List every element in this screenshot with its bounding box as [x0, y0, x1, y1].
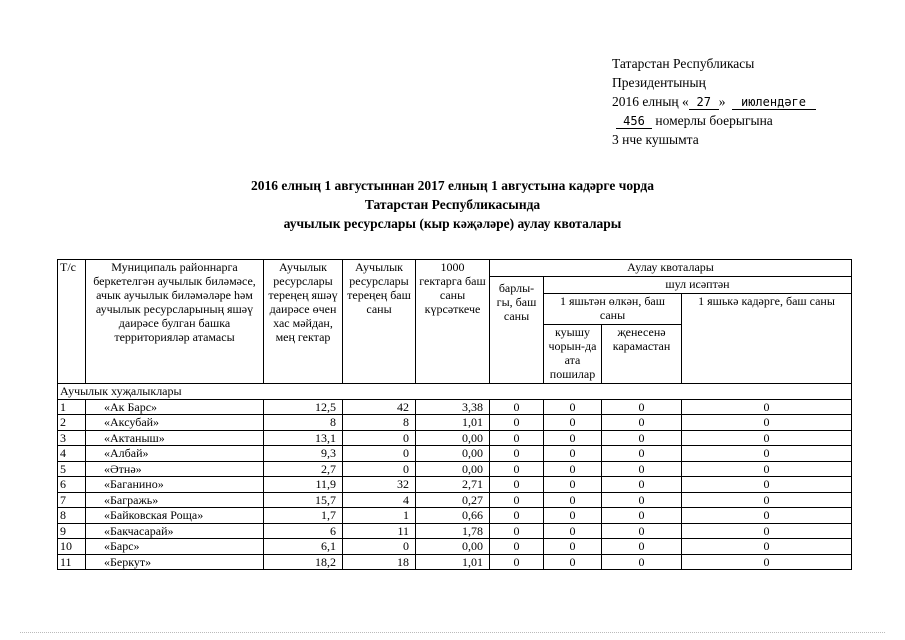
- table-row: [58, 477, 852, 493]
- row-total: 0: [490, 430, 544, 446]
- row-density: 0,00: [416, 539, 490, 555]
- row-name: «Албай»: [86, 446, 264, 462]
- row-total: 0: [490, 415, 544, 431]
- reference-date-prefix: 2016 елның «: [612, 94, 689, 109]
- reference-line-2: Президентының: [612, 75, 706, 90]
- row-area: 18,2: [264, 554, 343, 570]
- row-density: 3,38: [416, 399, 490, 415]
- header-num: Т/с: [58, 260, 86, 384]
- row-number: 6: [58, 477, 86, 493]
- row-total: 0: [490, 508, 544, 524]
- reference-month: июлендәге: [732, 95, 816, 110]
- row-name: «Актаныш»: [86, 430, 264, 446]
- reference-line-5: 3 нче кушымта: [612, 132, 699, 147]
- row-males: 0: [544, 461, 602, 477]
- header-males: куышу чорын-да ата пошилар: [544, 325, 602, 384]
- row-density: 0,00: [416, 430, 490, 446]
- row-name: «Баганино»: [86, 477, 264, 493]
- row-number: 5: [58, 461, 86, 477]
- row-males: 0: [544, 492, 602, 508]
- row-number: 10: [58, 539, 86, 555]
- header-count: Аучылык ресурслары тереңең баш саны: [343, 260, 416, 384]
- row-under-1-year: 0: [682, 415, 852, 431]
- row-under-1-year: 0: [682, 477, 852, 493]
- row-count: 0: [343, 446, 416, 462]
- row-count: 18: [343, 554, 416, 570]
- row-males: 0: [544, 523, 602, 539]
- row-total: 0: [490, 523, 544, 539]
- table-row: [58, 523, 852, 539]
- table-row: [58, 508, 852, 524]
- row-number: 2: [58, 415, 86, 431]
- row-regardless-of-sex: 0: [602, 554, 682, 570]
- row-name: «Бакчасарай»: [86, 523, 264, 539]
- table-row: [58, 446, 852, 462]
- row-count: 4: [343, 492, 416, 508]
- table-row: [58, 539, 852, 555]
- header-regardless-of-sex: җенесенә карамастан: [602, 325, 682, 384]
- reference-day: 27: [689, 95, 719, 110]
- row-area: 2,7: [264, 461, 343, 477]
- row-count: 8: [343, 415, 416, 431]
- row-males: 0: [544, 415, 602, 431]
- row-name: «Ак Барс»: [86, 399, 264, 415]
- row-area: 12,5: [264, 399, 343, 415]
- row-regardless-of-sex: 0: [602, 539, 682, 555]
- row-under-1-year: 0: [682, 430, 852, 446]
- row-name: «Әтнә»: [86, 461, 264, 477]
- row-males: 0: [544, 508, 602, 524]
- row-area: 6,1: [264, 539, 343, 555]
- row-total: 0: [490, 539, 544, 555]
- section-row: [58, 384, 852, 400]
- row-regardless-of-sex: 0: [602, 399, 682, 415]
- row-density: 0,00: [416, 446, 490, 462]
- table-row: [58, 492, 852, 508]
- row-males: 0: [544, 446, 602, 462]
- row-total: 0: [490, 492, 544, 508]
- row-under-1-year: 0: [682, 399, 852, 415]
- row-total: 0: [490, 554, 544, 570]
- table-row: [58, 399, 852, 415]
- row-number: 7: [58, 492, 86, 508]
- section-label: Аучылык хуҗалыклары: [58, 384, 852, 400]
- document-title: [0, 176, 905, 233]
- row-area: 11,9: [264, 477, 343, 493]
- row-regardless-of-sex: 0: [602, 523, 682, 539]
- table-row: [58, 415, 852, 431]
- row-number: 1: [58, 399, 86, 415]
- row-density: 2,71: [416, 477, 490, 493]
- bottom-scan-edge: [20, 632, 885, 633]
- row-regardless-of-sex: 0: [602, 446, 682, 462]
- row-area: 6: [264, 523, 343, 539]
- row-males: 0: [544, 539, 602, 555]
- row-density: 0,66: [416, 508, 490, 524]
- reference-date-mid: »: [718, 94, 726, 109]
- row-density: 0,00: [416, 461, 490, 477]
- row-under-1-year: 0: [682, 461, 852, 477]
- row-males: 0: [544, 477, 602, 493]
- row-regardless-of-sex: 0: [602, 477, 682, 493]
- row-count: 0: [343, 539, 416, 555]
- row-count: 0: [343, 430, 416, 446]
- row-under-1-year: 0: [682, 554, 852, 570]
- row-name: «Багражь»: [86, 492, 264, 508]
- reference-number: 456: [616, 114, 652, 129]
- row-total: 0: [490, 477, 544, 493]
- row-count: 11: [343, 523, 416, 539]
- reference-line-3: [612, 92, 816, 111]
- row-total: 0: [490, 446, 544, 462]
- title-line-3: аучылык ресурслары (кыр кәҗәләре) аулау квоталары: [283, 216, 622, 231]
- row-number: 4: [58, 446, 86, 462]
- row-area: 9,3: [264, 446, 343, 462]
- row-regardless-of-sex: 0: [602, 508, 682, 524]
- row-under-1-year: 0: [682, 539, 852, 555]
- row-under-1-year: 0: [682, 508, 852, 524]
- title-line-1: 2016 елның 1 августыннан 2017 елның 1 августына кадәрге чорда: [250, 178, 655, 193]
- row-number: 8: [58, 508, 86, 524]
- header-density: 1000 гектарга баш саны күрсәткече: [416, 260, 490, 384]
- row-under-1-year: 0: [682, 523, 852, 539]
- row-males: 0: [544, 554, 602, 570]
- reference-block: [612, 54, 816, 149]
- reference-line-1: Татарстан Республикасы: [612, 56, 755, 71]
- header-quota: Аулау квоталары: [490, 260, 852, 277]
- table-row: [58, 430, 852, 446]
- row-area: 1,7: [264, 508, 343, 524]
- quota-table: [57, 259, 852, 570]
- row-density: 1,01: [416, 415, 490, 431]
- row-density: 1,78: [416, 523, 490, 539]
- row-count: 42: [343, 399, 416, 415]
- row-regardless-of-sex: 0: [602, 415, 682, 431]
- reference-line-4: [612, 111, 816, 130]
- row-name: «Беркут»: [86, 554, 264, 570]
- row-number: 9: [58, 523, 86, 539]
- row-density: 1,01: [416, 554, 490, 570]
- reference-order-suffix: номерлы боерыгына: [655, 113, 773, 128]
- row-count: 32: [343, 477, 416, 493]
- row-total: 0: [490, 399, 544, 415]
- row-area: 8: [264, 415, 343, 431]
- row-males: 0: [544, 430, 602, 446]
- row-number: 11: [58, 554, 86, 570]
- row-regardless-of-sex: 0: [602, 492, 682, 508]
- header-over-1-year: 1 яшьтән өлкән, баш саны: [544, 294, 682, 325]
- row-name: «Барс»: [86, 539, 264, 555]
- row-under-1-year: 0: [682, 446, 852, 462]
- row-name: «Байковская Роща»: [86, 508, 264, 524]
- row-number: 3: [58, 430, 86, 446]
- row-regardless-of-sex: 0: [602, 461, 682, 477]
- header-including: шул исәптән: [544, 277, 852, 294]
- row-area: 13,1: [264, 430, 343, 446]
- header-area: Аучылык ресурслары тереңең яшәү даирәсе өчен хас мәйдан, мең гектар: [264, 260, 343, 384]
- row-density: 0,27: [416, 492, 490, 508]
- row-under-1-year: 0: [682, 492, 852, 508]
- row-count: 1: [343, 508, 416, 524]
- row-regardless-of-sex: 0: [602, 430, 682, 446]
- header-name: Муниципаль районнарга беркетелгән аучылык биләмәсе, ачык аучылык биләмәләре һәм аучылык ресурсларының яшәү даирәсе булган башка территорияләр атамасы: [86, 260, 264, 384]
- row-count: 0: [343, 461, 416, 477]
- table-row: [58, 461, 852, 477]
- row-name: «Аксубай»: [86, 415, 264, 431]
- row-males: 0: [544, 399, 602, 415]
- row-area: 15,7: [264, 492, 343, 508]
- header-under-1-year: 1 яшькә кадәрге, баш саны: [682, 294, 852, 384]
- header-total: барлы-гы, баш саны: [490, 277, 544, 384]
- row-total: 0: [490, 461, 544, 477]
- table-row: [58, 554, 852, 570]
- title-line-2: Татарстан Республикасында: [364, 197, 541, 212]
